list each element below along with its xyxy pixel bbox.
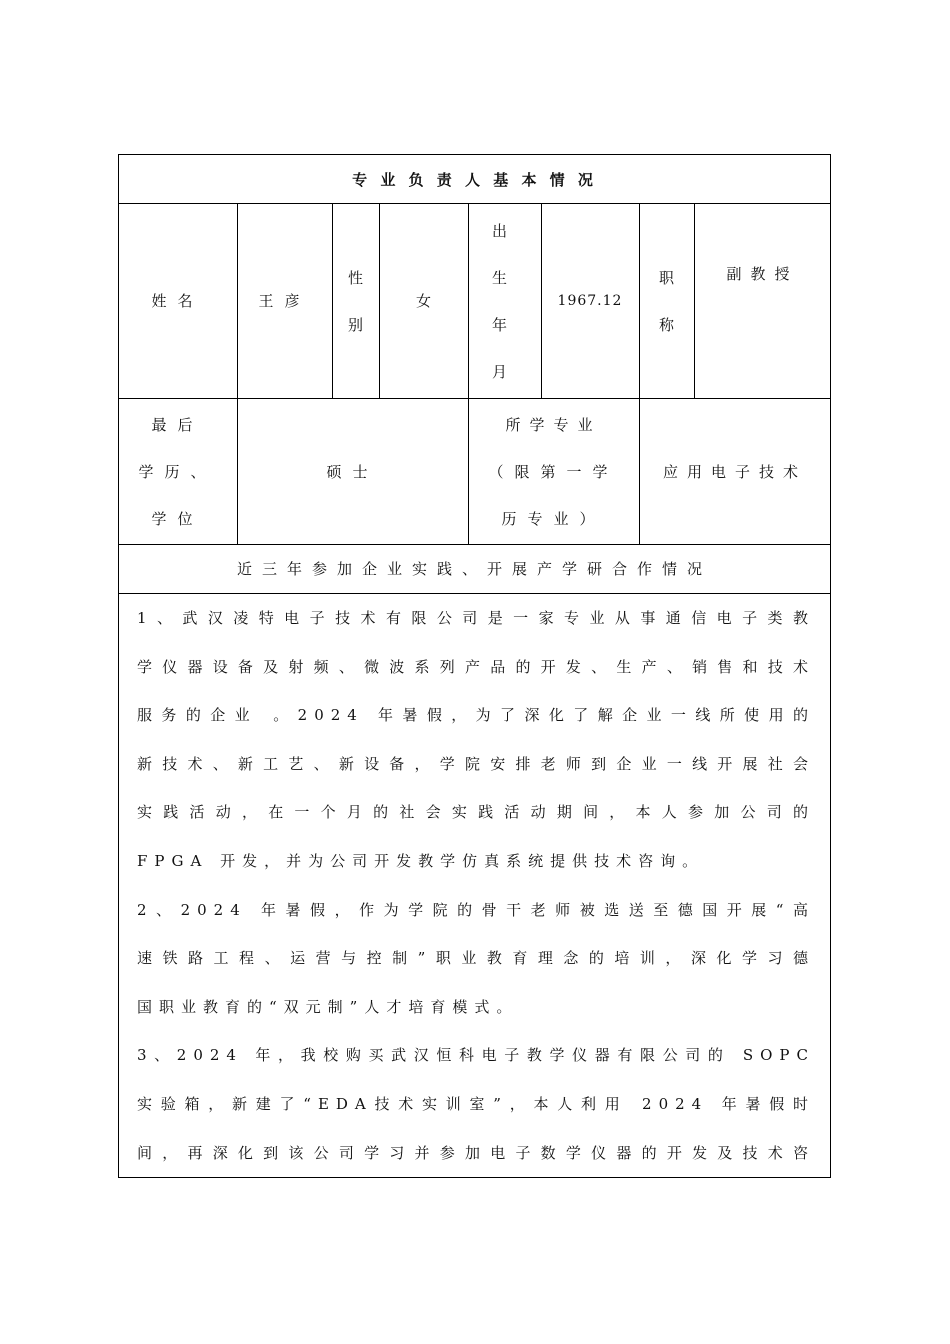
major-label: 所学专业 （限第一学 历专业） <box>488 415 619 528</box>
text-line: 新技术、新工艺、新设备，学院安排老师到企业一线开展社会 <box>137 754 815 773</box>
degree-value: 硕士 <box>326 462 379 481</box>
text-line: FPGA 开发，并为公司开发教学仿真系统提供技术咨询。 <box>137 851 705 870</box>
text-line: 实践活动，在一个月的社会实践活动期间，本人参加公司的 <box>137 803 815 822</box>
gender-value: 女 <box>415 292 431 310</box>
text-line: 1、武汉凌特电子技术有限公司是一家专业从事通信电子类教 <box>137 609 815 627</box>
gender-label: 性 别 <box>347 268 363 334</box>
birth-label: 出 生 年 月 <box>491 221 507 381</box>
practice-description <box>137 594 815 1177</box>
text-line: 服务的企业 。2024 年暑假，为了深化了解企业一线所使用的 <box>137 706 815 725</box>
name-label: 姓名 <box>151 292 204 310</box>
text-line: 实验箱，新建了“EDA技术实训室”，本人利用 2024 年暑假时 <box>137 1094 815 1113</box>
title-label: 职 称 <box>658 268 674 334</box>
text-line: 国职业教育的“双元制”人才培育模式。 <box>137 997 519 1016</box>
text-line: 2、2024 年暑假，作为学院的骨干老师被选送至德国开展“高 <box>137 900 815 919</box>
text-line: 学仪器设备及射频、微波系列产品的开发、生产、销售和技术 <box>137 657 815 676</box>
birth-value: 1967.12 <box>557 292 623 309</box>
text-line: 间，再深化到该公司学习并参加电子数学仪器的开发及技术咨 <box>137 1143 815 1162</box>
title-value: 副教授 <box>726 264 799 283</box>
table-title: 专 业 负 责 人 基 本 情 况 <box>352 170 597 189</box>
major-value: 应用电子技术 <box>662 462 807 481</box>
section-heading: 近三年参加企业实践、开展产学研合作情况 <box>236 560 712 578</box>
text-line: 3、2024 年，我校购买武汉恒科电子教学仪器有限公司的 SOPC <box>137 1046 815 1065</box>
degree-label: 最后 学历、 学位 <box>138 415 217 528</box>
text-line: 速铁路工程、运营与控制”职业教育理念的培训，深化学习德 <box>137 949 815 968</box>
col-divider <box>694 203 695 398</box>
name-value: 王彦 <box>258 292 311 310</box>
